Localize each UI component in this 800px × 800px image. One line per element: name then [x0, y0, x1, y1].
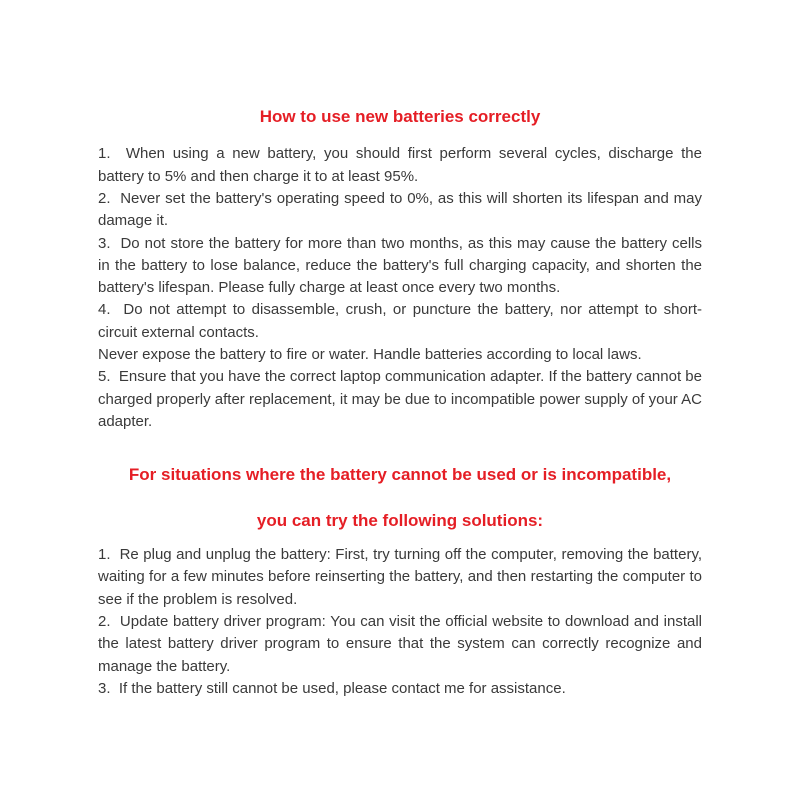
instruction-item-1: 1. When using a new battery, you should first perform several cycles, discharge the battery to 5% and then charge it to at least 95%.	[98, 145, 702, 185]
solution-item-2: 2. Update battery driver program: You can visit the official website to download and install the latest battery driver program to ensure that the system can correctly recognize and manage the battery.	[98, 612, 702, 675]
section1-heading: How to use new batteries correctly	[259, 107, 541, 126]
solution-item-3: 3. If the battery still cannot be used, please contact me for assistance.	[98, 679, 566, 697]
instruction-item-2: 2. Never set the battery's operating speed to 0%, as this will shorten its lifespan and may damage it.	[98, 189, 702, 230]
document-page	[98, 107, 702, 700]
section2-heading-line2: you can try the following solutions:	[256, 510, 544, 530]
instruction-item-4: 4. Do not attempt to disassemble, crush, or puncture the battery, nor attempt to short-circuit external contacts.	[98, 301, 702, 341]
solution-item-1: 1. Re plug and unplug the battery: First, try turning off the computer, removing the battery, waiting for a few minutes before reinserting the battery, and then restarting the computer to see if the problem is resolved.	[98, 546, 702, 608]
instruction-item-3: 3. Do not store the battery for more than two months, as this may cause the battery cells in the battery to lose balance, reduce the battery's full charging capacity, and shorten the battery's lifespan. Please fully charge at least once every two months.	[98, 234, 702, 297]
instruction-note-fire-water: Never expose the battery to fire or water. Handle batteries according to local laws.	[98, 346, 642, 364]
instruction-item-5: 5. Ensure that you have the correct laptop communication adapter. If the battery cannot be charged properly after replacement, it may be due to incompatible power supply of your AC adapter.	[98, 368, 702, 430]
section2-heading-line1: For situations where the battery cannot be used or is incompatible,	[128, 465, 672, 485]
